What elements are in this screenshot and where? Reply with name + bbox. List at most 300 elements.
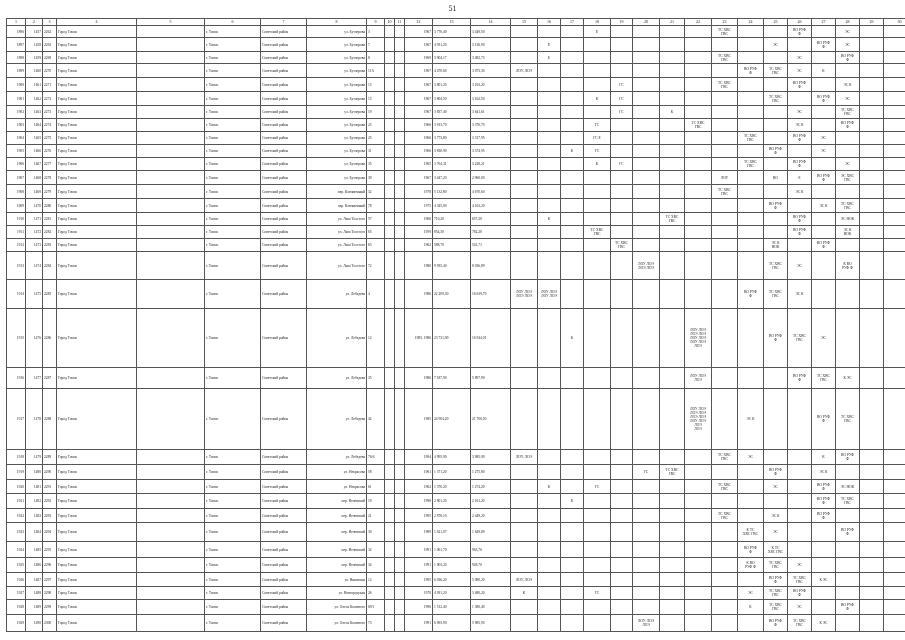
table-cell: ЭС ХВС ГВС bbox=[836, 171, 860, 185]
table-cell bbox=[884, 252, 905, 280]
column-number: 2 bbox=[26, 19, 43, 26]
table-cell: 1900 bbox=[7, 78, 26, 92]
table-row bbox=[7, 573, 905, 587]
table-cell: Город Томск bbox=[57, 252, 137, 280]
table-cell: Советский район bbox=[261, 78, 307, 92]
table-cell: 2278 bbox=[43, 171, 57, 185]
table-cell bbox=[860, 309, 884, 368]
table-cell bbox=[660, 171, 685, 185]
table-cell bbox=[836, 465, 860, 480]
table-cell bbox=[538, 145, 561, 158]
table-cell bbox=[738, 226, 764, 239]
table-cell: г. Томск bbox=[205, 465, 261, 480]
table-cell: 2292 bbox=[43, 494, 57, 509]
table-cell bbox=[584, 78, 611, 92]
table-cell bbox=[561, 368, 584, 389]
table-cell: 2279 bbox=[43, 185, 57, 199]
table-cell bbox=[685, 38, 712, 52]
table-cell bbox=[633, 145, 660, 158]
table-cell: 1925 bbox=[7, 558, 26, 573]
table-cell: ул. Некрасова bbox=[307, 480, 367, 494]
table-cell: ЛОУ ЛОЭ ЛОЭ ЛОЭ ЛОУ ЛОЭ ЛОУ ЛОЭ ЛОЭ bbox=[685, 309, 712, 368]
table-cell: г. Томск bbox=[205, 213, 261, 226]
table-cell bbox=[860, 573, 884, 587]
table-cell: 1458 bbox=[26, 38, 43, 52]
table-cell: ВО РУФ Ф bbox=[788, 213, 812, 226]
table-cell: 25 bbox=[367, 132, 385, 145]
table-cell: 1994 bbox=[405, 450, 433, 465]
table-cell bbox=[538, 450, 561, 465]
table-cell bbox=[385, 252, 395, 280]
table-cell: г. Томск bbox=[205, 558, 261, 573]
table-cell: 2275 bbox=[43, 132, 57, 145]
table-cell: пер. Клюквенный bbox=[307, 199, 367, 213]
table-cell: 1908 bbox=[7, 185, 26, 199]
table-cell bbox=[884, 119, 905, 132]
table-cell: ЭС bbox=[764, 523, 788, 542]
table-cell: 1476 bbox=[26, 309, 43, 368]
table-cell: 2293 bbox=[43, 509, 57, 523]
table-cell bbox=[860, 523, 884, 542]
table-cell: 3 480,20 bbox=[471, 587, 511, 600]
table-cell bbox=[764, 389, 788, 450]
table-cell bbox=[395, 132, 405, 145]
table-cell: Советский район bbox=[261, 573, 307, 587]
table-cell: 6 036,20 bbox=[433, 573, 471, 587]
table-cell bbox=[611, 573, 633, 587]
table-cell: ул. Новгородская bbox=[307, 587, 367, 600]
table-cell: К bbox=[584, 92, 611, 106]
table-cell bbox=[611, 587, 633, 600]
table-cell bbox=[685, 145, 712, 158]
table-cell bbox=[860, 199, 884, 213]
table-cell: Е bbox=[538, 52, 561, 64]
table-cell bbox=[395, 185, 405, 199]
table-row bbox=[7, 494, 905, 509]
table-cell bbox=[137, 119, 205, 132]
table-cell: Е bbox=[538, 38, 561, 52]
table-cell: 1910 bbox=[7, 213, 26, 226]
table-cell bbox=[511, 26, 538, 38]
column-number: 23 bbox=[712, 19, 738, 26]
table-cell bbox=[385, 226, 395, 239]
column-number: 1 bbox=[7, 19, 26, 26]
table-cell bbox=[611, 523, 633, 542]
table-cell: Город Томск bbox=[57, 132, 137, 145]
table-cell: 1917 bbox=[7, 389, 26, 450]
table-cell bbox=[712, 38, 738, 52]
table-cell bbox=[884, 38, 905, 52]
table-cell bbox=[511, 523, 538, 542]
table-cell: ЭС К bbox=[764, 509, 788, 523]
table-cell: ВО РУФ Ф bbox=[812, 38, 836, 52]
table-cell bbox=[611, 542, 633, 558]
table-cell bbox=[660, 368, 685, 389]
table-cell bbox=[511, 199, 538, 213]
table-cell: 1926 bbox=[7, 573, 26, 587]
table-cell bbox=[395, 542, 405, 558]
table-cell: 1967 bbox=[405, 106, 433, 119]
table-cell bbox=[395, 494, 405, 509]
table-cell: 3 641,61 bbox=[471, 106, 511, 119]
table-cell bbox=[764, 52, 788, 64]
table-cell: 3 376,70 bbox=[471, 119, 511, 132]
table-cell bbox=[538, 199, 561, 213]
table-cell bbox=[561, 558, 584, 573]
table-cell bbox=[860, 171, 884, 185]
table-cell bbox=[561, 573, 584, 587]
table-cell: 13 bbox=[367, 78, 385, 92]
table-cell: Город Томск bbox=[57, 185, 137, 199]
table-cell bbox=[860, 480, 884, 494]
table-cell: 2272 bbox=[43, 92, 57, 106]
table-row bbox=[7, 26, 905, 38]
table-cell: ВО РУФ Ф bbox=[836, 523, 860, 542]
table-cell bbox=[137, 64, 205, 78]
table-cell bbox=[137, 573, 205, 587]
table-cell: 1967 bbox=[405, 92, 433, 106]
register-table bbox=[6, 18, 905, 632]
table-cell: 1483 bbox=[26, 509, 43, 523]
table-cell: 3 162,50 bbox=[471, 92, 511, 106]
table-cell bbox=[395, 509, 405, 523]
table-cell: 1901 bbox=[7, 92, 26, 106]
table-cell: 4 931,20 bbox=[433, 587, 471, 600]
table-cell bbox=[395, 280, 405, 309]
table-cell bbox=[660, 523, 685, 542]
table-cell: 1966 bbox=[405, 119, 433, 132]
table-cell bbox=[884, 145, 905, 158]
table-cell bbox=[395, 171, 405, 185]
table-cell: 39 bbox=[367, 171, 385, 185]
table-cell bbox=[660, 573, 685, 587]
table-cell: 3 985,90 bbox=[471, 450, 511, 465]
table-cell: ВО РУФ Ф bbox=[764, 309, 788, 368]
table-cell: ТС ХВС ГВС bbox=[712, 450, 738, 465]
table-cell bbox=[395, 309, 405, 368]
table-cell bbox=[860, 465, 884, 480]
table-cell bbox=[584, 600, 611, 615]
table-cell bbox=[137, 158, 205, 171]
table-cell bbox=[633, 132, 660, 145]
table-cell bbox=[584, 509, 611, 523]
table-cell bbox=[738, 309, 764, 368]
table-cell: Город Томск bbox=[57, 280, 137, 309]
table-cell bbox=[764, 226, 788, 239]
table-cell: 15 bbox=[367, 92, 385, 106]
table-cell bbox=[584, 171, 611, 185]
table-cell: пер. Нечевский bbox=[307, 494, 367, 509]
column-number: 16 bbox=[538, 19, 561, 26]
table-cell: 23 bbox=[367, 119, 385, 132]
table-cell: 34 bbox=[367, 558, 385, 573]
table-cell bbox=[385, 26, 395, 38]
table-cell bbox=[633, 558, 660, 573]
table-cell bbox=[712, 542, 738, 558]
table-cell: ВО РУФ Ф bbox=[738, 542, 764, 558]
table-cell: 1902 bbox=[7, 106, 26, 119]
table-cell bbox=[812, 78, 836, 92]
table-cell bbox=[738, 480, 764, 494]
table-cell bbox=[395, 92, 405, 106]
table-cell: ул. Бутлерова bbox=[307, 158, 367, 171]
table-cell: К bbox=[561, 494, 584, 509]
table-cell bbox=[660, 119, 685, 132]
table-cell: К ВО РУФ Ф bbox=[836, 252, 860, 280]
table-cell bbox=[611, 450, 633, 465]
table-cell: 2273 bbox=[43, 106, 57, 119]
table-cell: 2269 bbox=[43, 52, 57, 64]
table-cell bbox=[685, 252, 712, 280]
table-cell bbox=[836, 145, 860, 158]
table-cell bbox=[561, 185, 584, 199]
table-cell bbox=[511, 171, 538, 185]
table-cell bbox=[511, 226, 538, 239]
table-cell bbox=[836, 309, 860, 368]
table-cell: 16 639,70 bbox=[471, 280, 511, 309]
table-cell bbox=[860, 615, 884, 632]
table-cell bbox=[611, 558, 633, 573]
table-cell bbox=[611, 309, 633, 368]
table-cell: Город Томск bbox=[57, 587, 137, 600]
table-cell bbox=[860, 64, 884, 78]
table-cell bbox=[511, 158, 538, 171]
table-cell bbox=[685, 158, 712, 171]
table-cell bbox=[395, 78, 405, 92]
table-cell: ЛОУ, ЛОЭ ЛОЭ bbox=[633, 615, 660, 632]
table-cell bbox=[712, 494, 738, 509]
table-cell: Советский район bbox=[261, 106, 307, 119]
table-cell bbox=[884, 78, 905, 92]
table-cell: 1482 bbox=[26, 494, 43, 509]
table-cell: Советский район bbox=[261, 185, 307, 199]
table-cell bbox=[538, 26, 561, 38]
table-cell bbox=[660, 26, 685, 38]
table-cell: 1484 bbox=[26, 523, 43, 542]
table-cell bbox=[812, 523, 836, 542]
table-cell: ул. Бутлерова bbox=[307, 52, 367, 64]
table-cell bbox=[385, 132, 395, 145]
table-cell bbox=[385, 509, 395, 523]
table-cell: 3 447,20 bbox=[433, 171, 471, 185]
table-cell bbox=[611, 199, 633, 213]
table-cell: 2282 bbox=[43, 226, 57, 239]
table-cell: 73 bbox=[367, 615, 385, 632]
table-cell bbox=[511, 239, 538, 252]
table-cell: 72 bbox=[367, 252, 385, 280]
table-cell bbox=[860, 368, 884, 389]
table-cell: ТС ХВС ГВС bbox=[584, 226, 611, 239]
table-row bbox=[7, 389, 905, 450]
table-cell bbox=[633, 213, 660, 226]
table-cell: 1470 bbox=[26, 199, 43, 213]
table-cell: 2295 bbox=[43, 542, 57, 558]
table-cell bbox=[584, 280, 611, 309]
table-cell bbox=[395, 64, 405, 78]
table-cell: 3 374,95 bbox=[471, 145, 511, 158]
table-cell bbox=[660, 92, 685, 106]
table-cell: 1487 bbox=[26, 573, 43, 587]
table-cell: К bbox=[538, 480, 561, 494]
table-cell: 1967 bbox=[405, 26, 433, 38]
table-cell: 1474 bbox=[26, 252, 43, 280]
table-cell: 4 345,90 bbox=[433, 199, 471, 213]
table-row bbox=[7, 226, 905, 239]
table-cell bbox=[836, 573, 860, 587]
table-cell bbox=[511, 38, 538, 52]
table-cell: 1468 bbox=[26, 171, 43, 185]
table-cell: Город Томск bbox=[57, 615, 137, 632]
table-cell: г. Томск bbox=[205, 480, 261, 494]
table-cell: ул. Олеся Кошевого bbox=[307, 615, 367, 632]
table-cell: г. Томск bbox=[205, 64, 261, 78]
table-cell: 3 449,50 bbox=[471, 26, 511, 38]
table-cell: 1911 bbox=[7, 226, 26, 239]
table-cell: ЭС bbox=[788, 600, 812, 615]
table-cell: ВО РУФ Ф bbox=[788, 132, 812, 145]
table-cell bbox=[395, 389, 405, 450]
table-cell bbox=[712, 600, 738, 615]
table-cell: 1465 bbox=[26, 132, 43, 145]
table-cell: 4 163,20 bbox=[471, 199, 511, 213]
table-cell bbox=[611, 226, 633, 239]
table-cell bbox=[633, 368, 660, 389]
table-cell bbox=[884, 368, 905, 389]
table-cell bbox=[561, 587, 584, 600]
table-cell: Советский район bbox=[261, 523, 307, 542]
table-cell: пер. Нечевский bbox=[307, 542, 367, 558]
table-cell: 2297 bbox=[43, 573, 57, 587]
table-cell bbox=[685, 185, 712, 199]
table-cell: 1975 bbox=[405, 199, 433, 213]
table-cell bbox=[584, 309, 611, 368]
table-cell bbox=[860, 213, 884, 226]
table-cell bbox=[385, 92, 395, 106]
table-cell: 2263 bbox=[43, 38, 57, 52]
table-cell: ул. Некрасова bbox=[307, 465, 367, 480]
table-cell: 2291 bbox=[43, 480, 57, 494]
table-cell: 61 bbox=[367, 480, 385, 494]
column-number: 19 bbox=[611, 19, 633, 26]
table-cell bbox=[738, 145, 764, 158]
table-cell: ЛОУ ЛОЭ ЛОЭ ЛОЭ bbox=[633, 252, 660, 280]
table-cell bbox=[860, 158, 884, 171]
table-cell bbox=[836, 185, 860, 199]
column-number: 4 bbox=[57, 19, 137, 26]
table-cell bbox=[860, 78, 884, 92]
table-cell: 7 187,90 bbox=[433, 368, 471, 389]
table-cell bbox=[561, 52, 584, 64]
table-cell: ТС ХВС ГВС bbox=[764, 252, 788, 280]
table-cell bbox=[884, 226, 905, 239]
table-cell: ВО РУФ Ф bbox=[788, 78, 812, 92]
table-cell bbox=[738, 494, 764, 509]
table-cell: 1959 bbox=[405, 226, 433, 239]
table-cell bbox=[395, 573, 405, 587]
table-cell bbox=[884, 199, 905, 213]
table-cell bbox=[611, 368, 633, 389]
table-cell: 541,71 bbox=[471, 239, 511, 252]
table-cell: ТС ХВС ГВС bbox=[738, 158, 764, 171]
table-cell bbox=[633, 52, 660, 64]
table-cell bbox=[738, 509, 764, 523]
table-cell: пер. Нечевский bbox=[307, 558, 367, 573]
table-cell bbox=[788, 199, 812, 213]
table-cell bbox=[538, 615, 561, 632]
table-cell bbox=[538, 119, 561, 132]
table-cell bbox=[385, 119, 395, 132]
table-cell: Город Томск bbox=[57, 64, 137, 78]
table-cell: ГС bbox=[633, 465, 660, 480]
table-cell bbox=[511, 252, 538, 280]
table-cell: г. Томск bbox=[205, 78, 261, 92]
table-cell bbox=[738, 38, 764, 52]
table-cell bbox=[561, 119, 584, 132]
table-cell: 22 209,30 bbox=[433, 280, 471, 309]
table-cell bbox=[395, 558, 405, 573]
table-cell: 1463 bbox=[26, 106, 43, 119]
table-cell: ул. Бутлерова bbox=[307, 106, 367, 119]
table-cell bbox=[860, 239, 884, 252]
table-cell: 4 931,20 bbox=[433, 38, 471, 52]
table-cell bbox=[860, 52, 884, 64]
table-cell bbox=[538, 226, 561, 239]
table-cell: ВО РУФ Ф bbox=[812, 509, 836, 523]
table-cell bbox=[884, 465, 905, 480]
table-cell bbox=[788, 523, 812, 542]
table-cell bbox=[611, 509, 633, 523]
table-cell bbox=[836, 542, 860, 558]
table-cell bbox=[584, 573, 611, 587]
table-cell bbox=[633, 573, 660, 587]
table-cell: ул. Олеся Кошевого bbox=[307, 600, 367, 615]
column-number: 10 bbox=[385, 19, 395, 26]
table-cell bbox=[395, 587, 405, 600]
table-cell bbox=[738, 368, 764, 389]
table-cell: ВО РУФ Ф bbox=[836, 450, 860, 465]
table-cell bbox=[385, 587, 395, 600]
table-cell: К bbox=[812, 64, 836, 78]
table-cell bbox=[395, 615, 405, 632]
table-cell: г. Томск bbox=[205, 600, 261, 615]
table-cell: 35 bbox=[367, 368, 385, 389]
table-cell bbox=[812, 542, 836, 558]
table-cell: 12 bbox=[367, 573, 385, 587]
table-cell bbox=[395, 158, 405, 171]
table-cell bbox=[788, 38, 812, 52]
table-cell: 1980 bbox=[405, 252, 433, 280]
table-cell: ул. Бутлерова bbox=[307, 78, 367, 92]
table-cell: ЭС bbox=[836, 38, 860, 52]
table-cell: 928,70 bbox=[471, 558, 511, 573]
table-cell bbox=[611, 213, 633, 226]
table-cell: 3 317,95 bbox=[471, 132, 511, 145]
table-cell: ТС ХВС ГВС bbox=[836, 389, 860, 450]
table-cell: 1480 bbox=[26, 465, 43, 480]
column-number: 7 bbox=[261, 19, 307, 26]
table-cell: 5 132,80 bbox=[433, 185, 471, 199]
table-cell: 1909 bbox=[7, 199, 26, 213]
table-cell: 35 bbox=[367, 158, 385, 171]
table-cell: 3 228,21 bbox=[471, 158, 511, 171]
table-cell: Советский район bbox=[261, 145, 307, 158]
table-cell bbox=[738, 239, 764, 252]
table-cell: ул. Лебедева bbox=[307, 309, 367, 368]
table-cell bbox=[395, 450, 405, 465]
table-cell bbox=[660, 226, 685, 239]
table-cell: ЭС bbox=[788, 106, 812, 119]
table-cell bbox=[611, 64, 633, 78]
